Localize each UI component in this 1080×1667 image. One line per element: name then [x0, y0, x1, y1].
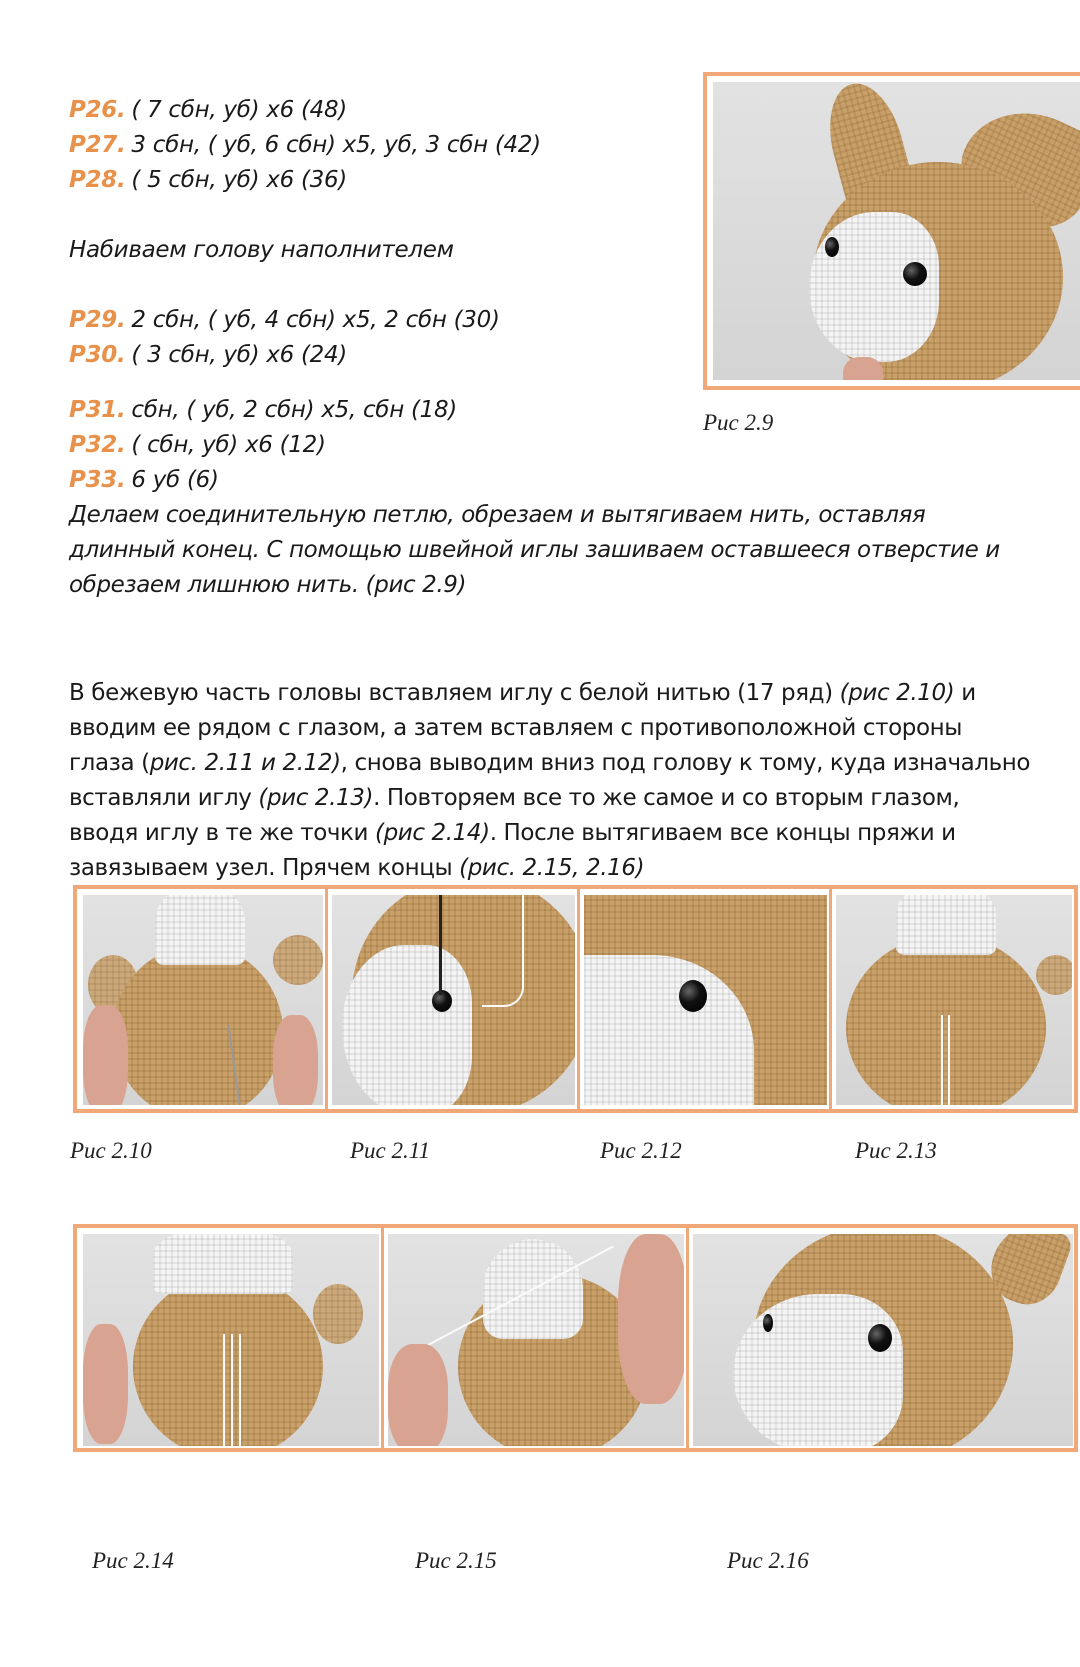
caption-fig-2-13: Рис 2.13	[855, 1138, 937, 1163]
muzzle	[584, 955, 754, 1105]
row-label: Р33.	[69, 467, 126, 493]
muzzle	[809, 212, 939, 362]
figure-ref: (рис 2.10)	[839, 680, 955, 706]
figure-2-9-photo	[713, 82, 1080, 380]
finish-line-2: длинный конец. С помощью швейной иглы зашиваем оставшееся отверстие и	[69, 537, 1000, 563]
eyes-line-5	[69, 816, 1069, 851]
text-run: вставляли иглу	[69, 785, 259, 811]
caption-fig-2-14: Рис 2.14	[92, 1548, 174, 1573]
ear	[313, 1284, 363, 1344]
stuffing-note: Набиваем голову наполнителем	[69, 237, 454, 263]
caption-fig-2-9: Рис 2.9	[703, 410, 774, 435]
text-run: . Повторяем все то же самое и со вторым глазом,	[373, 785, 960, 811]
row-text: ( 3 сбн, уб) х6 (24)	[131, 342, 347, 368]
ear	[1036, 955, 1072, 995]
row-text: сбн, ( уб, 2 сбн) х5, сбн (18)	[131, 397, 457, 423]
eyes-line-4	[69, 781, 1069, 816]
muzzle	[342, 945, 472, 1105]
caption-fig-2-10: Рис 2.10	[70, 1138, 152, 1163]
row-text: ( сбн, уб) х6 (12)	[131, 432, 326, 458]
strip-divider	[325, 889, 328, 1109]
thread	[231, 1334, 233, 1446]
fingers	[843, 357, 883, 380]
head-back	[113, 945, 283, 1105]
eye	[679, 980, 707, 1012]
thread	[482, 895, 524, 1007]
text-run: вводя иглу в те же точки	[69, 820, 376, 846]
ear	[273, 935, 323, 985]
row-p26	[69, 95, 347, 125]
row-label: Р28.	[69, 167, 126, 193]
row-p27	[69, 130, 541, 160]
figure-2-15-photo	[388, 1234, 684, 1446]
head-back	[133, 1274, 323, 1446]
thread	[239, 1334, 241, 1446]
hand-right	[618, 1234, 684, 1404]
finger	[83, 1324, 128, 1444]
row-label: Р31.	[69, 397, 126, 423]
text-run: . После вытягиваем все концы пряжи и	[489, 820, 956, 846]
figure-ref: (рис 2.13)	[258, 785, 374, 811]
strip-divider	[829, 889, 832, 1109]
figure-2-13-photo	[836, 895, 1072, 1105]
thread	[941, 1015, 943, 1105]
text-run: и	[954, 680, 976, 706]
row-text: 6 уб (6)	[131, 467, 219, 493]
figure-2-11-photo	[332, 895, 575, 1105]
needle	[439, 895, 442, 995]
strip-divider	[381, 1228, 384, 1448]
strip-divider	[686, 1228, 689, 1448]
thread	[948, 1015, 950, 1105]
caption-fig-2-16: Рис 2.16	[727, 1548, 809, 1573]
caption-fig-2-12: Рис 2.12	[600, 1138, 682, 1163]
eye	[432, 990, 452, 1012]
text-run: , снова выводим вниз под голову к тому, куда изначально	[340, 750, 1031, 776]
finish-line-3: обрезаем лишнюю нить. (рис 2.9)	[69, 572, 467, 598]
photo-strip-2	[73, 1224, 1078, 1452]
figure-2-10-photo	[83, 895, 323, 1105]
eyes-line-2	[69, 711, 1069, 746]
muzzle-top	[153, 1234, 293, 1294]
text-run: глаза (	[69, 750, 150, 776]
row-text: 3 сбн, ( уб, 6 сбн) х5, уб, 3 сбн (42)	[131, 132, 541, 158]
row-label: Р32.	[69, 432, 126, 458]
figure-2-9-frame	[703, 72, 1080, 390]
text-run: вводим ее рядом с глазом, а затем вставляем с противоположной стороны	[69, 715, 963, 741]
row-p32	[69, 430, 326, 460]
row-label: Р27.	[69, 132, 126, 158]
row-p29	[69, 305, 500, 335]
row-text: ( 7 сбн, уб) х6 (48)	[131, 97, 347, 123]
muzzle	[733, 1294, 903, 1446]
eyes-line-6	[69, 851, 1069, 886]
row-p30	[69, 340, 347, 370]
finger	[273, 1015, 318, 1105]
finish-line-1: Делаем соединительную петлю, обрезаем и вытягиваем нить, оставляя	[69, 502, 926, 528]
eyes-line-1	[69, 676, 1069, 711]
thread	[223, 1334, 225, 1446]
row-p31	[69, 395, 457, 425]
finger	[83, 1005, 128, 1105]
figure-2-16-photo	[693, 1234, 1073, 1446]
hand-left	[388, 1344, 448, 1446]
row-label: Р29.	[69, 307, 126, 333]
eye-right	[903, 262, 927, 286]
muzzle-top	[155, 895, 245, 965]
row-text: ( 5 сбн, уб) х6 (36)	[131, 167, 347, 193]
caption-fig-2-11: Рис 2.11	[350, 1138, 431, 1163]
caption-fig-2-15: Рис 2.15	[415, 1548, 497, 1573]
text-run: завязываем узел. Прячем концы	[69, 855, 460, 881]
row-label: Р26.	[69, 97, 126, 123]
strip-divider	[577, 889, 580, 1109]
head-back	[846, 935, 1046, 1105]
photo-strip-1	[73, 885, 1078, 1113]
row-label: Р30.	[69, 342, 126, 368]
figure-ref: (рис. 2.15, 2.16)	[459, 855, 645, 881]
figure-ref: рис. 2.11 и 2.12)	[149, 750, 341, 776]
figure-ref: (рис 2.14)	[375, 820, 490, 846]
text-run: В бежевую часть головы вставляем иглу с белой нитью (17 ряд)	[69, 680, 840, 706]
eye-far	[763, 1314, 773, 1332]
eyes-line-3	[69, 746, 1069, 781]
row-text: 2 сбн, ( уб, 4 сбн) х5, 2 сбн (30)	[131, 307, 500, 333]
figure-2-14-photo	[83, 1234, 379, 1446]
row-p28	[69, 165, 347, 195]
muzzle-top	[896, 895, 996, 955]
row-p33	[69, 465, 219, 495]
figure-2-12-photo	[584, 895, 827, 1105]
eye-left	[825, 237, 839, 257]
eye	[868, 1324, 892, 1352]
